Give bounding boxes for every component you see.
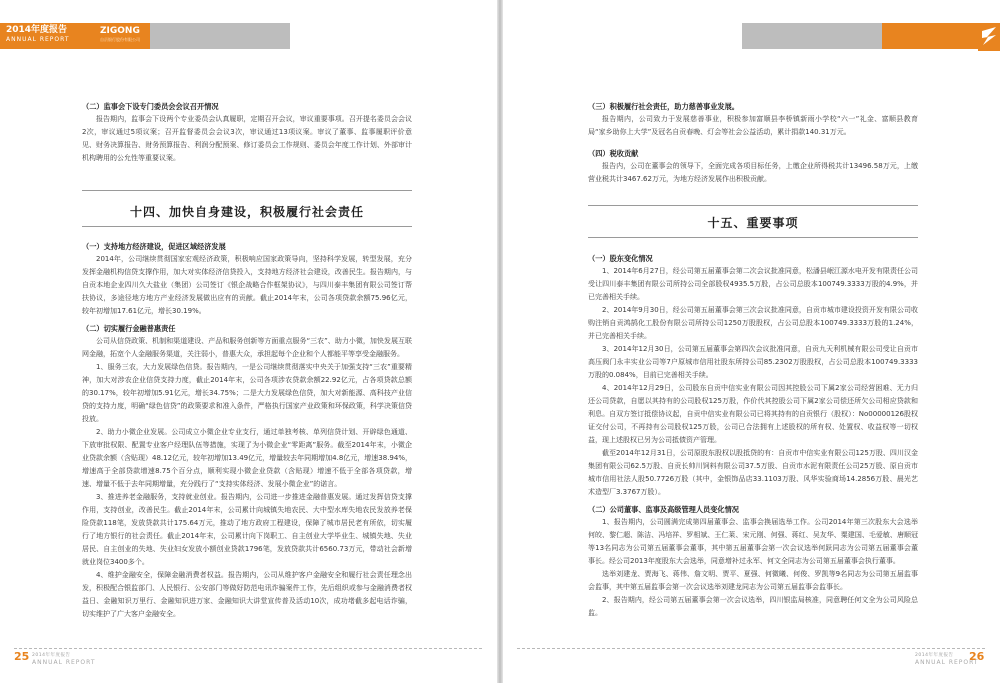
page-number-left: 25: [14, 650, 30, 663]
header-title: 2014年度报告: [6, 25, 68, 35]
header-gray-bar-right: [742, 23, 882, 49]
s2-p3: 2、助力小微企业发展。公司成立小微企业专业支行，通过单独考核、单列信贷计划、开辟绿色通道、下放审批权限、配置专业客户经理队伍等措施，实现了为小微企业“零距离”服务。截至2014年末，小微企业贷款余额（含贴现）48.12亿元，较年初增加13.49亿元，增量较去年同期增加4.8亿元，增速38.94%，增速高于全部贷款增速8.75个百分点，顺利实现小微企业贷款（含贴现）增速不低于全部各项贷款，增速、增量不低于去年同期增量，充分践行了“支持实体经济、发展小微企业”的诺言。: [82, 428, 412, 488]
s2-p5: 4、维护金融安全，保障金融消费者权益。报告期内，公司从维护客户金融安全和履行社会责任理念出发，积极配合银监部门、人民银行、公安部门等做好防范电讯诈骗案件工作，先后组织或参与金融消费者权益日、金融知识万里行、金融知识进万家、金融知识大讲堂宣传普及活动10次，成功堵截多起电话诈骗，切实维护了广大客户金融安全。: [82, 571, 412, 618]
s1-body: 2014年，公司继续贯彻国家宏观经济政策，积极响应国家政策导向，坚持科学发展，转型发展，充分发挥金融机构信贷支撑作用，加大对实体经济信贷投入，支持地方经济社会建设，改善民生。报告期内，与自贡本地企业四川久大盐业（集团）公司签订《银企战略合作框架协议》，与四川泰丰集团有限公司签订帮扶协议，多途径地方地方产业经济发展做出应有的贡献。截止2014年末，公司各项贷款余额75.96亿元，较年初增加17.61亿元，增长30.19%。: [82, 255, 412, 315]
r1-p4: 4、2014年12月29日，公司股东自贡中信实业有限公司因其控股公司下属2家公司经营困难、无力归还公司贷款，自愿以其持有的公司股权125万股，作价代其控股公司下属2家公司偿还所欠公司相应贷款和利息。自双方签订抵偿协议起，自贡中信实业有限公司已将其持有的自贡银行（股权）：No00000126股权证交付公司，不再持有公司股权125万股，公司已合法拥有上述股权的所有权、处置权、收益权等一切权益，现上述股权已另为公司抵债资产管理。: [588, 384, 918, 444]
r1-p5: 截至2014年12月31日，公司原股东股权以股抵贷的有：自贡市中信实业有限公司125万股、四川汉金集团有限公司62.5万股、自贡长帅川饲料有限公司37.5万股、自贡市水泥有限责任公司25万股、原自贡市城市信用社法人股50.7726万股（其中，金银饰品店33.1103万股、风华实验商场14.2856万股、晨光艺术造型厂3.3767万股）。: [588, 449, 918, 496]
header-orange-bar-right: [882, 23, 982, 49]
s4-title: （四）税收贡献: [588, 149, 639, 158]
r1-p2: 2、2014年9月30日，经公司第五届董事会第三次会议批准同意，自贡市城市建设投资开发有限公司收购注销自贡鸿鹄化工股份有限公司所持公司1250万股股权，占公司总股本100749.3333万股的1.24%，并已完善相关手续。: [588, 306, 918, 340]
divider-bottom-right: [588, 237, 918, 238]
header-orange-bar: [0, 23, 150, 49]
s4-body: 报告内，公司在董事会的领导下，全面完成各项目标任务，上缴企业所得税共计13496.58万元，上缴营业税共计3467.62万元，为地方经济发展作出积极贡献。: [588, 162, 918, 183]
left-page: [0, 0, 497, 683]
header-brand-small: 自贡银行股份有限公司: [100, 37, 140, 42]
r2-p3: 2、报告期内，经公司第五届董事会第一次会议选举，四川银监局核准，同意聘任何文全为公司风险总监。: [588, 596, 918, 617]
section-14-title: 十四、加快自身建设，积极履行社会责任: [129, 205, 364, 219]
r1-p1: 1、2014年6月27日，经公司第五届董事会第二次会议批准同意，松潘县岷江源水电开发有限责任公司受让四川泰丰集团有限公司所持公司全部股权4935.5万股，占公司总股本100749.3333万股的4.9%，并已完善相关手续。: [588, 267, 918, 301]
r1-p3: 3、2014年12月30日，公司第五届董事会第四次会议批准同意，自贡九天利机械有限公司受让自贡市高压阀门永丰实业公司等7户原城市信用社股东所持公司85.2302万股股权，占公司总股本100749.3333万股的0.084%，目前已完善相关手续。: [588, 345, 918, 379]
s2-p2: 1、服务三农，大力发展绿色信贷。报告期内，一是公司继续贯彻落实中央关于加强支持“三农”重要精神，加大对涉农企业信贷支持力度，截止2014年末，公司各项涉农贷款余额22.92亿元，占各项贷款总额的30.17%，较年初增加5.91亿元，增长34.75%；二是大力发展绿色信贷，加大对新能源、高科技产业信贷的支持力度，明确“绿色信贷”的政策要求和准入条件，严格执行国家产业政策和环保政策，科学决策信贷投放。: [82, 363, 412, 423]
section-15-title: 十五、重要事项: [707, 216, 799, 230]
zigong-logo-icon: [978, 21, 1000, 51]
divider-top-right: [588, 205, 918, 206]
s2-p1: 公司从信贷政策、机制和渠道建设、产品和服务创新等方面重点服务“三农”、助力小微，加快发展互联网金融，拓宽个人金融服务渠道，关注弱小，普惠大众，承担起每个企业和个人都能平等享受金融服务。: [82, 337, 412, 358]
footer-small-right: 2014年年度报告: [915, 653, 954, 658]
supervise-body: 报告期内，监事会下设两个专业委员会认真履职，定期召开会议，审议重要事项。召开提名委员会会议2次，审议通过5项议案；召开监督委员会会议3次，审议通过13项议案。审议了董事、监事履职评价意见、财务决算报告、财务预算报告、利润分配预案、修订委员会工作规则、委员会年度工作计划、外部审计机构聘用的公允性等重要议案。: [82, 115, 412, 162]
s3-body: 报告期内，公司致力于发展慈善事业，积极参加富顺县李桥镇新雨小学校“六一”礼金、富顺县教育局“家乡助你上大学”及冠名自贡春晚、灯会等社会公益活动，累计捐款140.31万元。: [588, 115, 918, 136]
page-number-right: 26: [969, 650, 985, 663]
s1-title: （一）支持地方经济建设，促进区域经济发展: [82, 242, 226, 251]
supervise-title: （二）监事会下设专门委员会会议召开情况: [82, 102, 219, 111]
left-header: [0, 23, 497, 51]
footer-en-left: ANNUAL REPORT: [32, 659, 96, 666]
section-14-body: [82, 240, 412, 621]
header-subtitle: ANNUAL REPORT: [6, 36, 70, 43]
footer-rule-right: [517, 648, 985, 649]
footer-en-right: ANNUAL REPORT: [915, 659, 979, 666]
right-top-block: [588, 100, 918, 186]
divider-bottom: [82, 226, 412, 227]
r2-title: （二）公司董事、监事及高级管理人员变化情况: [588, 505, 739, 514]
right-header: [503, 23, 1000, 51]
footer-rule-left: [14, 648, 482, 649]
s2-title: （二）切实履行金融普惠责任: [82, 324, 176, 333]
footer-small-left: 2014年年度报告: [32, 653, 71, 658]
r1-title: （一）股东变化情况: [588, 254, 653, 263]
header-gray-bar: [150, 23, 290, 49]
s2-p4: 3、推进养老金融服务，支持就业创业。报告期内，公司进一步推进金融普惠发展。通过发挥信贷支撑作用，支持创业，改善民生。截止2014年末，公司累计向城镇失地农民、大中型水库失地农民发放养老保险贷款118笔，发放贷款共计175.64万元，推动了地方政府工程建设，保障了城市居民老有所依，切实履行了地方银行的社会责任。截止2014年末，公司累计向下岗职工、自主创业大学毕业生、城镇失地、失业居民、自主创业的失地、失业妇女发放小额创业贷款1796笔，发放贷款共计6560.73万元，带动社会新增就业岗位3400多个。: [82, 493, 412, 566]
right-page: [503, 0, 1000, 683]
s3-title: （三）积极履行社会责任，助力慈善事业发展。: [588, 102, 739, 111]
r2-p1: 1、报告期内，公司圆满完成第四届董事会、监事会换届选举工作。公司2014年第三次股东大会选举何皎、黎仁超、陈洁、冯培祥、罗相斌、王仁莱、宋元刚、何强、蒋红、吴友华、粟建国、毛爱敏、唐顺冠等13名同志为公司第五届董事会董事，其中第五届董事会第一次会议选举何跃同志为公司第五届董事会董事长。经公司2013年度股东大会选举，同意增补过永军、何文全同志为公司第五届董事会执行董事。: [588, 518, 918, 565]
section-15-body: [588, 252, 918, 620]
r2-p2: 选举刘建龙、贾海飞、蒋伟、詹文明、贾平、夏强、何微曦、何俊、罗凯等9名同志为公司第五届监事会监事，其中第五届监事会第一次会议选举刘建龙同志为公司第五届监事会监事长。: [588, 570, 918, 591]
header-brand: ZIGONG: [100, 26, 140, 36]
supervise-block: [82, 100, 412, 165]
divider-top: [82, 190, 412, 191]
